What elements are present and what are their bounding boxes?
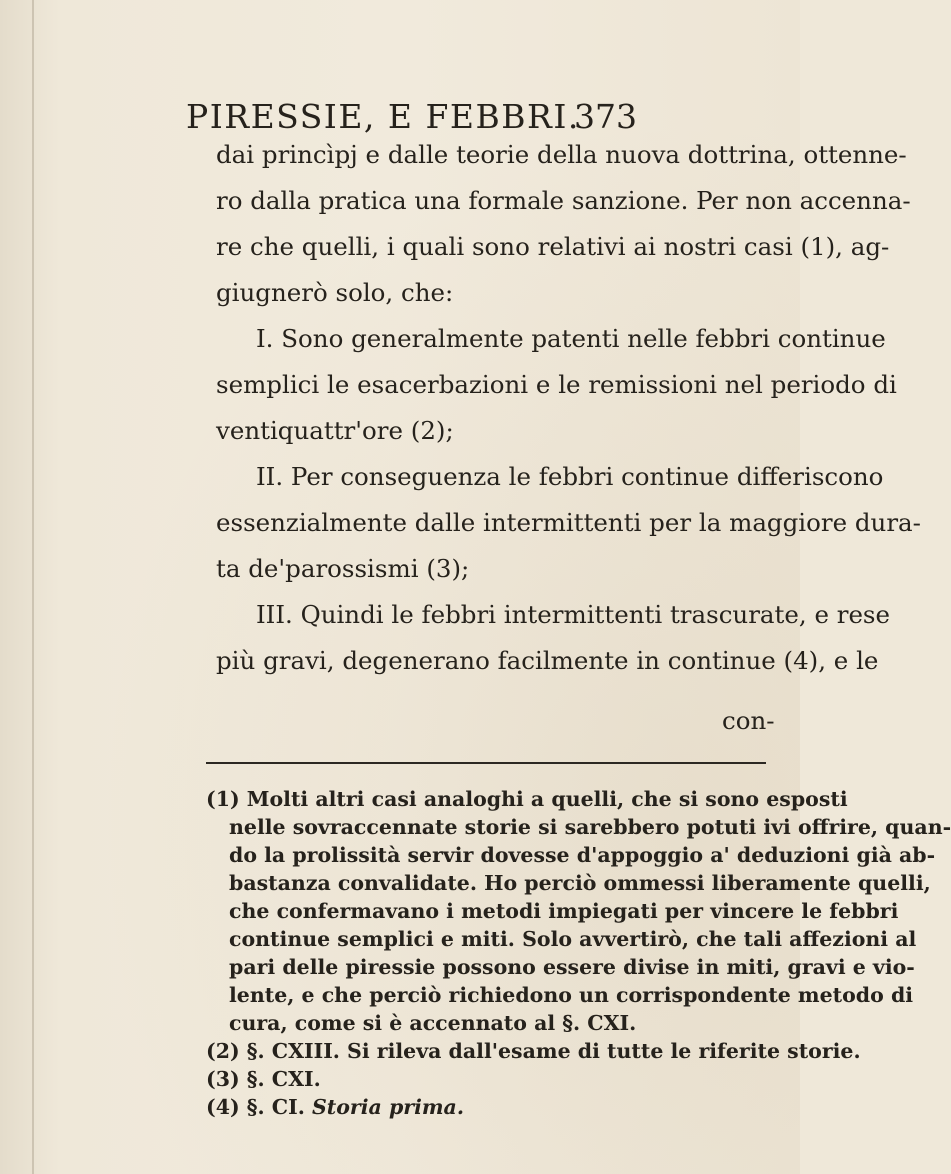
- main-text-line: II. Per conseguenza le febbri continue differiscono: [256, 462, 884, 491]
- footnote-line: do la prolissità servir dovesse d'appoggio a' deduzioni già ab-: [229, 843, 936, 867]
- main-text-line: re che quelli, i quali sono relativi ai nostri casi (1), ag-: [216, 232, 890, 261]
- footnote-4-italic: Storia prima.: [311, 1095, 464, 1119]
- running-header: [0, 97, 800, 137]
- footnote-line: che confermavano i metodi impiegati per vincere le febbri: [229, 899, 899, 923]
- footnote-line: (2) §. CXIII. Si rileva dall'esame di tutte le riferite storie.: [206, 1039, 861, 1063]
- catchword: con-: [722, 706, 775, 735]
- running-title: PIRESSIE, E FEBBRI.: [186, 97, 580, 136]
- main-text-line: dai princìpj e dalle teorie della nuova dottrina, ottenne-: [216, 140, 907, 169]
- main-text-line: ta de'parossismi (3);: [216, 554, 470, 583]
- footnote-line: bastanza convalidate. Ho perciò ommessi liberamente quelli,: [229, 871, 931, 895]
- main-text-line: III. Quindi le febbri intermittenti trascurate, e rese: [256, 600, 891, 629]
- main-text-line: ventiquattr'ore (2);: [216, 416, 454, 445]
- page-number: 373: [574, 97, 637, 136]
- footnote-line: (3) §. CXI.: [206, 1067, 321, 1091]
- main-text-line: più gravi, degenerano facilmente in continue (4), e le: [216, 646, 879, 675]
- main-text-line: ro dalla pratica una formale sanzione. Per non accenna-: [216, 186, 911, 215]
- main-text-line: I. Sono generalmente patenti nelle febbri continue: [256, 324, 886, 353]
- footnote-line: continue semplici e miti. Solo avvertirò, che tali affezioni al: [229, 927, 917, 951]
- main-text-line: giugnerò solo, che:: [216, 278, 454, 307]
- main-text-line: essenzialmente dalle intermittenti per la maggiore dura-: [216, 508, 921, 537]
- main-text-line: semplici le esacerbazioni e le remissioni nel periodo di: [216, 370, 897, 399]
- footnote-4-ref: (4) §. CI.: [206, 1095, 305, 1119]
- footnote-line: pari delle piressie possono essere divise in miti, gravi e vio-: [229, 955, 915, 979]
- footnote-line: nelle sovraccennate storie si sarebbero potuti ivi offrire, quan-: [229, 815, 951, 839]
- page-gutter-edge: [32, 0, 34, 1174]
- footnote-line: (1) Molti altri casi analoghi a quelli, che si sono esposti: [206, 787, 848, 811]
- footnote-line: [206, 1094, 464, 1120]
- footnote-line: lente, e che perciò richiedono un corrispondente metodo di: [229, 983, 914, 1007]
- footnote-line: cura, come si è accennato al §. CXI.: [229, 1011, 637, 1035]
- footnote-separator-rule: [206, 762, 766, 764]
